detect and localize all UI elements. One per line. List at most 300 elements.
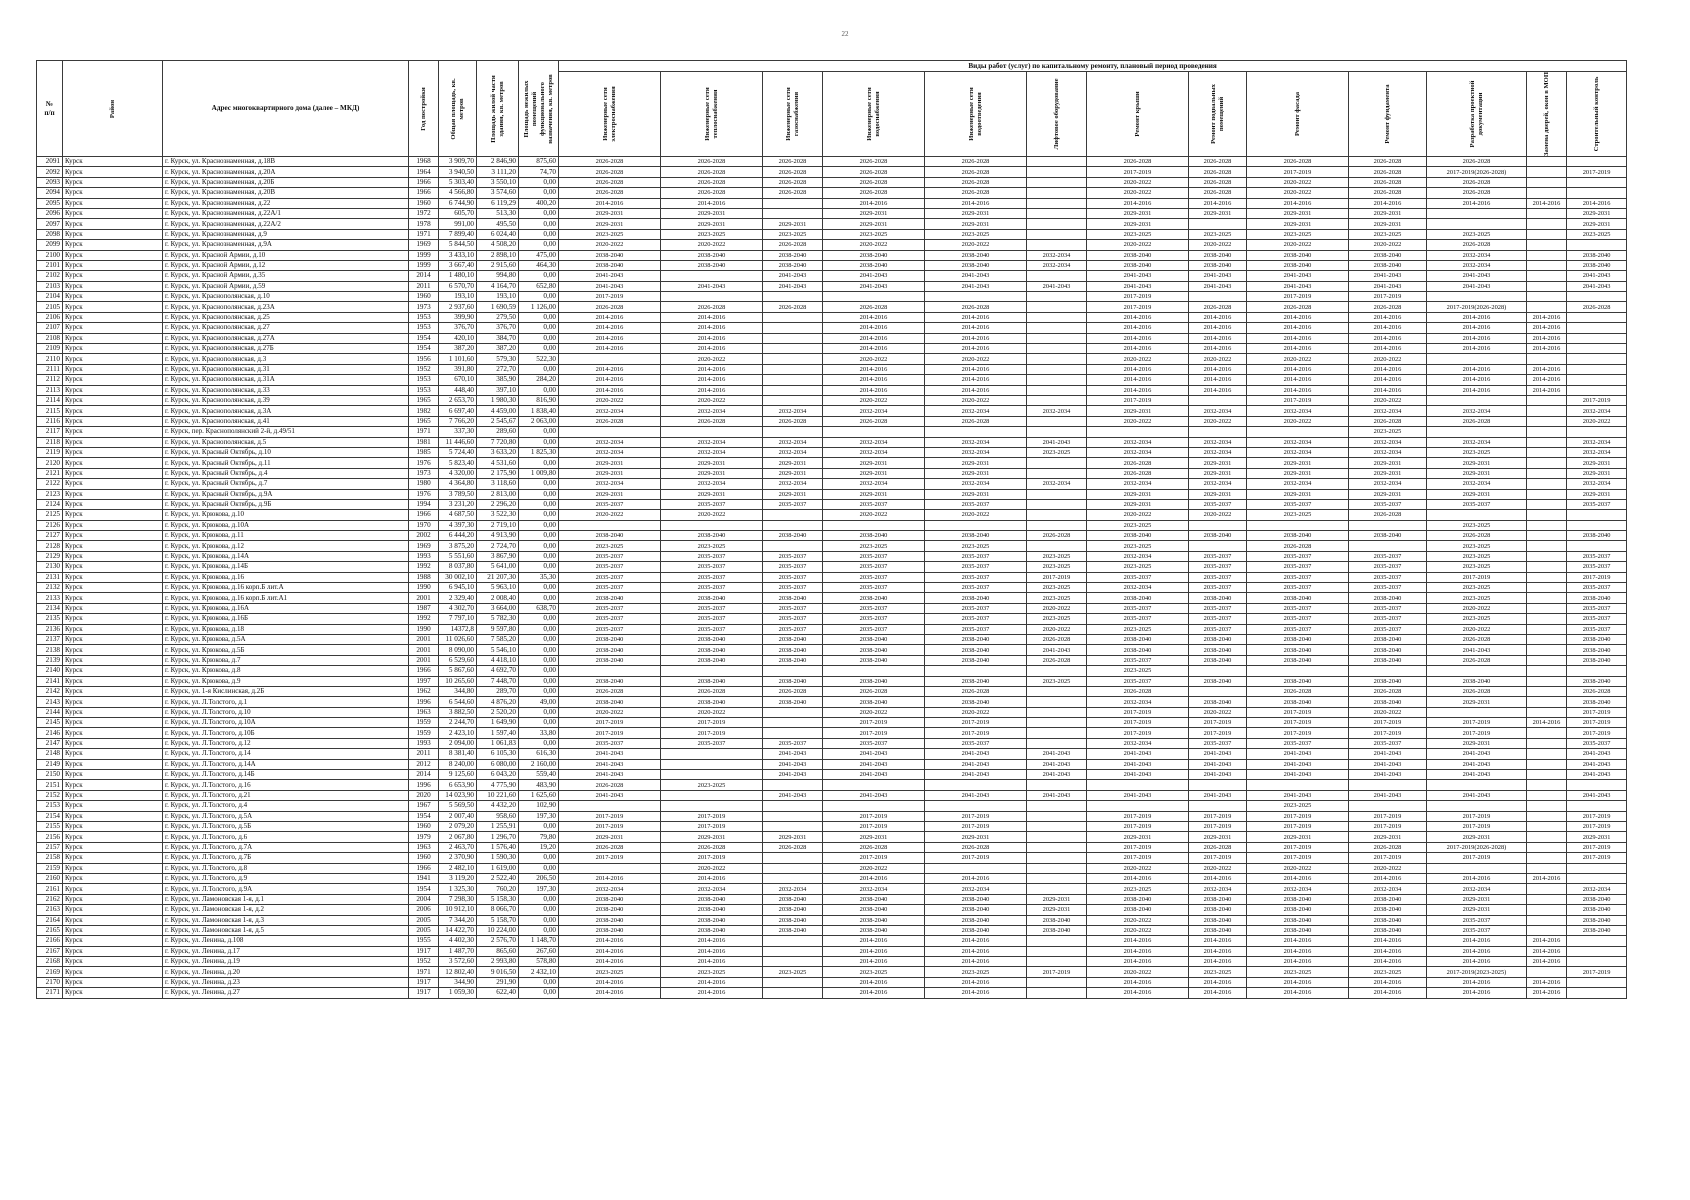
cell-work-period: 2032-2034 [1567, 406, 1627, 416]
cell-year: 1966 [409, 177, 439, 187]
cell-work-period: 2038-2040 [1349, 697, 1427, 707]
cell-address: г. Курск, ул. Л.Толстого, д.10 [163, 707, 409, 717]
cell-work-period: 2032-2034 [1189, 447, 1247, 457]
header-work-6: Ремонт крыши [1087, 72, 1189, 157]
cell-work-period: 2014-2016 [1247, 946, 1349, 956]
cell-work-period [763, 853, 823, 863]
cell-work-period: 2017-2019 [823, 853, 925, 863]
cell-work-period: 2014-2016 [1427, 873, 1527, 883]
cell-work-period [1567, 375, 1627, 385]
cell-work-period: 2017-2019 [1567, 728, 1627, 738]
cell-work-period: 2023-2025 [1189, 229, 1247, 239]
cell-address: г. Курск, ул. Л.Толстого, д.10А [163, 718, 409, 728]
cell-work-period: 2038-2040 [763, 915, 823, 925]
cell-nonres-area: 0,00 [519, 188, 559, 198]
cell-total-area: 11 026,60 [439, 634, 477, 644]
cell-work-period: 2014-2016 [823, 957, 925, 967]
cell-work-period: 2017-2019 [1427, 728, 1527, 738]
cell-work-period: 2038-2040 [1349, 531, 1427, 541]
cell-work-period: 2017-2019(2026-2028) [1427, 842, 1527, 852]
cell-nonres-area: 0,00 [519, 905, 559, 915]
cell-work-period: 2023-2025 [1027, 551, 1087, 561]
cell-work-period: 2038-2040 [559, 894, 661, 904]
cell-work-period: 2038-2040 [559, 697, 661, 707]
cell-work-period: 2017-2019 [1567, 967, 1627, 977]
cell-living-area: 5 546,10 [477, 645, 519, 655]
cell-work-period: 2032-2034 [1247, 406, 1349, 416]
cell-living-area: 1 296,70 [477, 832, 519, 842]
cell-work-period: 2014-2016 [1527, 385, 1567, 395]
cell-address: г. Курск, ул. Крюкова, д.16 корп.Б лит.А [163, 583, 409, 593]
header-work-8: Ремонт фасада [1247, 72, 1349, 157]
cell-address: г. Курск, ул. Краснополянская, д.25 [163, 312, 409, 322]
cell-nonres-area: 0,00 [519, 333, 559, 343]
cell-work-period [763, 385, 823, 395]
cell-work-period [1527, 770, 1567, 780]
cell-work-period: 2023-2025 [1027, 562, 1087, 572]
cell-work-period: 2026-2028 [559, 302, 661, 312]
cell-total-area: 4 320,00 [439, 468, 477, 478]
cell-work-period: 2035-2037 [1087, 603, 1189, 613]
cell-work-period [1027, 822, 1087, 832]
cell-work-period: 2035-2037 [1247, 624, 1349, 634]
cell-address: г. Курск, ул. Красный Октябрь, д.10 [163, 447, 409, 457]
cell-year: 1971 [409, 967, 439, 977]
table-row [37, 583, 1627, 593]
cell-work-period: 2014-2016 [661, 385, 763, 395]
cell-work-period [1527, 427, 1567, 437]
cell-work-period [1527, 416, 1567, 426]
cell-rayon: Курск [63, 458, 163, 468]
cell-total-area: 6 653,90 [439, 780, 477, 790]
cell-num: 2151 [37, 780, 63, 790]
cell-work-period: 2026-2028 [763, 302, 823, 312]
table-row [37, 447, 1627, 457]
cell-living-area: 760,20 [477, 884, 519, 894]
cell-work-period [1189, 427, 1247, 437]
cell-total-area: 193,10 [439, 292, 477, 302]
table-row [37, 718, 1627, 728]
cell-work-period: 2026-2028 [1247, 157, 1349, 167]
cell-work-period: 2035-2037 [559, 624, 661, 634]
cell-work-period [1189, 395, 1247, 405]
cell-year: 1959 [409, 718, 439, 728]
cell-work-period: 2017-2019 [559, 728, 661, 738]
cell-address: г. Курск, ул. Краснополянская, д.23А [163, 302, 409, 312]
cell-nonres-area: 267,60 [519, 946, 559, 956]
cell-work-period [1427, 354, 1527, 364]
cell-year: 1980 [409, 479, 439, 489]
cell-nonres-area: 816,90 [519, 395, 559, 405]
table-row [37, 894, 1627, 904]
cell-total-area: 391,80 [439, 364, 477, 374]
cell-work-period: 2014-2016 [1189, 198, 1247, 208]
cell-work-period: 2029-2031 [1189, 458, 1247, 468]
cell-work-period: 2023-2025 [1427, 583, 1527, 593]
cell-work-period: 2023-2025 [1427, 229, 1527, 239]
cell-work-period [1527, 281, 1567, 291]
cell-work-period [1027, 863, 1087, 873]
cell-total-area: 14372,8 [439, 624, 477, 634]
cell-work-period: 2020-2022 [823, 863, 925, 873]
cell-work-period: 2038-2040 [661, 634, 763, 644]
cell-work-period: 2038-2040 [763, 655, 823, 665]
cell-work-period [1567, 292, 1627, 302]
cell-work-period: 2032-2034 [925, 437, 1027, 447]
cell-work-period: 2023-2025 [925, 541, 1027, 551]
cell-work-period: 2041-2043 [1427, 770, 1527, 780]
cell-work-period: 2032-2034 [823, 479, 925, 489]
cell-nonres-area: 0,00 [519, 479, 559, 489]
cell-total-area: 337,30 [439, 427, 477, 437]
cell-work-period: 2020-2022 [1247, 240, 1349, 250]
cell-work-period: 2014-2016 [661, 936, 763, 946]
cell-work-period: 2032-2034 [1247, 884, 1349, 894]
cell-work-period: 2017-2019 [1247, 811, 1349, 821]
cell-work-period: 2020-2022 [1189, 707, 1247, 717]
cell-work-period: 2029-2031 [1247, 832, 1349, 842]
cell-work-period: 2029-2031 [763, 458, 823, 468]
cell-work-period [1027, 499, 1087, 509]
cell-work-period: 2020-2022 [1189, 240, 1247, 250]
cell-work-period: 2014-2016 [925, 988, 1027, 998]
cell-work-period: 2038-2040 [661, 894, 763, 904]
cell-work-period: 2029-2031 [1567, 458, 1627, 468]
table-row [37, 614, 1627, 624]
cell-work-period: 2014-2016 [823, 873, 925, 883]
cell-work-period: 2041-2043 [925, 759, 1027, 769]
cell-work-period: 2035-2037 [823, 499, 925, 509]
cell-nonres-area: 79,80 [519, 832, 559, 842]
cell-work-period: 2026-2028 [559, 780, 661, 790]
cell-work-period: 2029-2031 [823, 208, 925, 218]
cell-work-period [1527, 468, 1567, 478]
cell-num: 2128 [37, 541, 63, 551]
cell-year: 1993 [409, 551, 439, 561]
cell-num: 2105 [37, 302, 63, 312]
cell-total-area: 7 899,40 [439, 229, 477, 239]
cell-work-period: 2038-2040 [1349, 905, 1427, 915]
cell-work-period: 2038-2040 [1087, 894, 1189, 904]
cell-nonres-area: 0,00 [519, 562, 559, 572]
cell-work-period: 2014-2016 [559, 364, 661, 374]
cell-address: г. Курск, ул. Л.Толстого, д.5А [163, 811, 409, 821]
cell-work-period: 2020-2022 [925, 240, 1027, 250]
cell-work-period: 2026-2028 [925, 167, 1027, 177]
cell-num: 2101 [37, 260, 63, 270]
cell-work-period [763, 988, 823, 998]
cell-work-period: 2014-2016 [1427, 936, 1527, 946]
table-row [37, 946, 1627, 956]
cell-work-period [925, 292, 1027, 302]
cell-work-period: 2038-2040 [1189, 925, 1247, 935]
cell-year: 1969 [409, 541, 439, 551]
cell-total-area: 3 119,20 [439, 873, 477, 883]
cell-work-period: 2014-2016 [1087, 312, 1189, 322]
cell-work-period: 2023-2025 [661, 967, 763, 977]
cell-work-period: 2020-2022 [1087, 915, 1189, 925]
cell-work-period: 2041-2043 [1349, 281, 1427, 291]
cell-work-period: 2038-2040 [1247, 894, 1349, 904]
cell-work-period: 2038-2040 [823, 905, 925, 915]
cell-work-period [763, 801, 823, 811]
cell-nonres-area: 475,00 [519, 250, 559, 260]
cell-work-period: 2020-2022 [1567, 416, 1627, 426]
cell-work-period [1027, 541, 1087, 551]
cell-work-period: 2041-2043 [1427, 281, 1527, 291]
cell-work-period [1427, 219, 1527, 229]
cell-work-period: 2035-2037 [1087, 614, 1189, 624]
table-row [37, 385, 1627, 395]
cell-num: 2171 [37, 988, 63, 998]
cell-work-period: 2026-2028 [1427, 416, 1527, 426]
cell-num: 2135 [37, 614, 63, 624]
cell-work-period: 2014-2016 [1189, 375, 1247, 385]
cell-living-area: 9 597,80 [477, 624, 519, 634]
cell-rayon: Курск [63, 551, 163, 561]
cell-address: г. Курск, ул. 1-я Кислинская, д.2Б [163, 686, 409, 696]
cell-num: 2159 [37, 863, 63, 873]
cell-work-period: 2017-2019 [1189, 811, 1247, 821]
cell-work-period: 2026-2028 [1087, 157, 1189, 167]
cell-work-period: 2038-2040 [1247, 676, 1349, 686]
cell-work-period: 2038-2040 [763, 593, 823, 603]
cell-total-area: 2 094,00 [439, 738, 477, 748]
cell-num: 2092 [37, 167, 63, 177]
cell-work-period: 2038-2040 [1247, 531, 1349, 541]
cell-work-period [1527, 447, 1567, 457]
cell-work-period: 2029-2031 [1087, 219, 1189, 229]
header-work-4: Инженерные сети водоотведения [925, 72, 1027, 157]
cell-rayon: Курск [63, 177, 163, 187]
cell-work-period: 2041-2043 [1027, 759, 1087, 769]
cell-work-period [1027, 686, 1087, 696]
cell-total-area: 344,80 [439, 686, 477, 696]
cell-work-period: 2035-2037 [1247, 583, 1349, 593]
cell-work-period: 2026-2028 [1349, 510, 1427, 520]
cell-work-period: 2017-2019 [1427, 822, 1527, 832]
cell-work-period: 2038-2040 [823, 531, 925, 541]
cell-address: г. Курск, ул. Ламоновская 1-я, д.1 [163, 894, 409, 904]
cell-work-period [1527, 354, 1567, 364]
cell-work-period: 2029-2031 [559, 219, 661, 229]
cell-work-period: 2032-2034 [1087, 437, 1189, 447]
cell-work-period [1527, 884, 1567, 894]
cell-rayon: Курск [63, 811, 163, 821]
cell-address: г. Курск, ул. Краснополянская, д.3А [163, 406, 409, 416]
cell-work-period: 2023-2025 [823, 541, 925, 551]
cell-work-period: 2032-2034 [1087, 697, 1189, 707]
cell-work-period: 2038-2040 [559, 905, 661, 915]
cell-work-period [1027, 364, 1087, 374]
cell-year: 1992 [409, 562, 439, 572]
cell-work-period: 2014-2016 [1247, 198, 1349, 208]
cell-work-period [1527, 676, 1567, 686]
cell-num: 2143 [37, 697, 63, 707]
cell-work-period: 2041-2043 [1349, 749, 1427, 759]
cell-work-period: 2038-2040 [1247, 915, 1349, 925]
cell-nonres-area: 0,00 [519, 499, 559, 509]
cell-work-period: 2038-2040 [1567, 250, 1627, 260]
cell-rayon: Курск [63, 198, 163, 208]
cell-year: 1990 [409, 624, 439, 634]
cell-work-period: 2020-2022 [1087, 177, 1189, 187]
cell-num: 2156 [37, 832, 63, 842]
cell-living-area: 3 574,60 [477, 188, 519, 198]
cell-work-period [661, 271, 763, 281]
cell-work-period: 2038-2040 [1349, 676, 1427, 686]
cell-work-period: 2014-2016 [661, 873, 763, 883]
cell-work-period: 2035-2037 [661, 499, 763, 509]
cell-work-period: 2017-2019 [925, 853, 1027, 863]
cell-work-period: 2035-2037 [661, 614, 763, 624]
cell-rayon: Курск [63, 863, 163, 873]
cell-work-period [1527, 541, 1567, 551]
cell-work-period: 2032-2034 [925, 479, 1027, 489]
cell-work-period: 2014-2016 [1349, 364, 1427, 374]
cell-rayon: Курск [63, 832, 163, 842]
cell-work-period: 2035-2037 [925, 583, 1027, 593]
cell-year: 2005 [409, 915, 439, 925]
cell-living-area: 2 296,20 [477, 499, 519, 509]
cell-work-period [1527, 395, 1567, 405]
cell-work-period [1527, 406, 1567, 416]
cell-address: г. Курск, ул. Краснознаменная, д.20В [163, 188, 409, 198]
cell-work-period: 2032-2034 [661, 447, 763, 457]
cell-work-period: 2020-2022 [661, 395, 763, 405]
cell-work-period: 2038-2040 [763, 634, 823, 644]
header-num: № п/п [37, 61, 63, 157]
cell-work-period [1527, 707, 1567, 717]
cell-work-period: 2029-2031 [1427, 894, 1527, 904]
cell-work-period: 2017-2019 [661, 822, 763, 832]
cell-work-period: 2014-2016 [661, 323, 763, 333]
cell-work-period: 2029-2031 [1427, 468, 1527, 478]
cell-work-period: 2026-2028 [823, 188, 925, 198]
cell-work-period: 2017-2019 [925, 811, 1027, 821]
cell-work-period: 2038-2040 [1247, 697, 1349, 707]
cell-work-period: 2041-2043 [1427, 759, 1527, 769]
cell-work-period [1427, 780, 1527, 790]
cell-living-area: 385,90 [477, 375, 519, 385]
cell-work-period: 2041-2043 [1427, 749, 1527, 759]
table-row [37, 957, 1627, 967]
cell-work-period [1027, 208, 1087, 218]
cell-work-period [823, 520, 925, 530]
cell-living-area: 7 720,80 [477, 437, 519, 447]
cell-work-period: 2014-2016 [1349, 333, 1427, 343]
cell-num: 2091 [37, 157, 63, 167]
cell-work-period: 2026-2028 [1247, 541, 1349, 551]
cell-work-period: 2023-2025 [1349, 967, 1427, 977]
cell-work-period [763, 822, 823, 832]
cell-work-period: 2035-2037 [763, 583, 823, 593]
cell-work-period: 2026-2028 [823, 842, 925, 852]
cell-work-period: 2029-2031 [559, 458, 661, 468]
cell-living-area: 1 980,30 [477, 395, 519, 405]
table-row [37, 302, 1627, 312]
cell-work-period [763, 863, 823, 873]
header-work-12: Строительный контроль [1567, 72, 1627, 157]
cell-work-period [1567, 510, 1627, 520]
cell-work-period: 2017-2019 [559, 822, 661, 832]
cell-work-period [1527, 666, 1567, 676]
cell-living-area: 193,10 [477, 292, 519, 302]
cell-work-period: 2014-2016 [1189, 312, 1247, 322]
table-row [37, 416, 1627, 426]
cell-year: 1993 [409, 738, 439, 748]
cell-work-period: 2038-2040 [559, 260, 661, 270]
cell-work-period: 2023-2025 [1427, 593, 1527, 603]
cell-work-period: 2038-2040 [661, 531, 763, 541]
cell-work-period: 2038-2040 [661, 915, 763, 925]
cell-work-period [763, 977, 823, 987]
cell-work-period: 2035-2037 [661, 583, 763, 593]
cell-total-area: 8 090,00 [439, 645, 477, 655]
cell-work-period: 2026-2028 [1349, 686, 1427, 696]
cell-work-period: 2041-2043 [1349, 770, 1427, 780]
cell-work-period [1027, 728, 1087, 738]
cell-work-period: 2041-2043 [1427, 645, 1527, 655]
cell-work-period: 2029-2031 [1087, 499, 1189, 509]
cell-work-period: 2023-2025 [1087, 624, 1189, 634]
cell-work-period: 2038-2040 [1567, 894, 1627, 904]
cell-work-period: 2017-2019 [1247, 167, 1349, 177]
cell-work-period: 2029-2031 [1247, 468, 1349, 478]
cell-nonres-area: 0,00 [519, 583, 559, 593]
cell-work-period: 2014-2016 [1427, 198, 1527, 208]
cell-rayon: Курск [63, 344, 163, 354]
cell-work-period: 2041-2043 [1247, 759, 1349, 769]
cell-work-period: 2017-2019(2026-2028) [1427, 167, 1527, 177]
cell-total-area: 399,90 [439, 312, 477, 322]
cell-work-period: 2035-2037 [661, 738, 763, 748]
cell-work-period [1027, 468, 1087, 478]
cell-living-area: 4 876,20 [477, 697, 519, 707]
cell-work-period: 2038-2040 [1567, 260, 1627, 270]
cell-work-period: 2038-2040 [1189, 531, 1247, 541]
cell-living-area: 3 550,10 [477, 177, 519, 187]
cell-work-period [823, 780, 925, 790]
cell-work-period: 2032-2034 [1247, 437, 1349, 447]
cell-work-period: 2014-2016 [1349, 385, 1427, 395]
table-row [37, 198, 1627, 208]
cell-year: 1967 [409, 801, 439, 811]
cell-work-period: 2029-2031 [661, 208, 763, 218]
cell-work-period [1527, 614, 1567, 624]
cell-num: 2154 [37, 811, 63, 821]
cell-work-period [925, 780, 1027, 790]
cell-rayon: Курск [63, 759, 163, 769]
cell-work-period: 2026-2028 [661, 302, 763, 312]
cell-nonres-area: 0,00 [519, 437, 559, 447]
cell-living-area: 513,30 [477, 208, 519, 218]
cell-rayon: Курск [63, 229, 163, 239]
cell-total-area: 5 551,60 [439, 551, 477, 561]
table-row [37, 167, 1627, 177]
cell-work-period: 2020-2022 [1087, 240, 1189, 250]
cell-work-period: 2041-2043 [763, 770, 823, 780]
cell-work-period: 2035-2037 [1247, 572, 1349, 582]
table-row [37, 925, 1627, 935]
cell-total-area: 2 007,40 [439, 811, 477, 821]
cell-work-period: 2038-2040 [1189, 894, 1247, 904]
cell-work-period: 2035-2037 [925, 562, 1027, 572]
cell-work-period: 2035-2037 [1567, 562, 1627, 572]
cell-total-area: 376,70 [439, 323, 477, 333]
cell-living-area: 622,40 [477, 988, 519, 998]
cell-living-area: 994,80 [477, 271, 519, 281]
